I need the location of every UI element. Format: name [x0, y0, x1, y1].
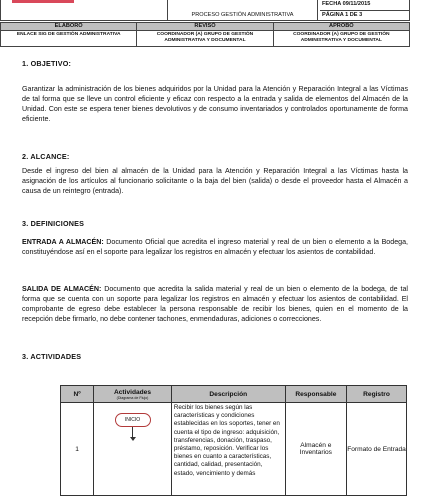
flow-start-node: INICIO: [115, 413, 151, 427]
flowchart-cell: [94, 403, 172, 496]
definition-body: Documento que acredita la salida material y real de un bien o elemento de la bodega, de tal forma que se cuenta con un soporte para legalizar los registros en almacén y efectuar los asientos de contabilidad. El comprobante de egreso debe establecer la persona responsable de recibir los bienes, quien en el momento de la recepción debe firmarlo, no debe contener tachones, enmendaduras, adiciones o correcciones.: [22, 285, 408, 323]
role-title: APROBÓ: [274, 23, 409, 31]
header-actividades-label: Actividades: [114, 388, 152, 396]
document-date: FECHA 09/11/2015: [320, 0, 410, 11]
process-name: PROCESO GESTIÓN ADMINISTRATIVA: [168, 0, 318, 21]
header-meta: [320, 0, 410, 21]
role-aprobo: [274, 23, 409, 46]
definition-entrada: [22, 237, 408, 257]
header-descripcion: Descripción: [171, 386, 285, 403]
alcance-text: Desde el ingreso del bien al almacén de la Unidad para la Atención y Reparación Integral a las Víctimas hasta la asignación de los artículos al funcionario solicitante o la baja del bien (salida) o desde el proveedor hasta el Almacén a causa de un reintegro (entrada).: [22, 167, 408, 195]
activities-table: [60, 385, 407, 496]
section-title-definiciones: 3. DEFINICIONES: [22, 219, 85, 228]
table-row: [61, 403, 407, 496]
approval-table: [0, 22, 410, 47]
role-reviso: [137, 23, 273, 46]
header-actividades: [94, 386, 172, 403]
header-registro: Registro: [347, 386, 407, 403]
logo-cell: [0, 0, 168, 21]
role-elaboro: [1, 23, 137, 46]
section-title-actividades: 3. ACTIVIDADES: [22, 352, 82, 361]
row-responsable: Almacén e Inventarios: [285, 403, 346, 496]
arrow-down-icon: [130, 437, 136, 441]
section-title-alcance: 2. ALCANCE:: [22, 152, 70, 161]
role-title: ELABORÓ: [1, 23, 136, 31]
role-title: REVISÓ: [137, 23, 272, 31]
role-value: COORDINADOR (A) GRUPO DE GESTIÓN ADMINISTRATIVA Y DOCUMENTAL: [293, 32, 390, 43]
role-value: COORDINADOR (A) GRUPO DE GESTIÓN ADMINISTRATIVA Y DOCUMENTAL: [156, 32, 254, 43]
table-header-row: [61, 386, 407, 403]
page-number: PÁGINA 1 DE 3: [322, 12, 363, 18]
header-actividades-sub: (Diagrama de Flujo): [116, 395, 149, 400]
definition-term: ENTRADA A ALMACÉN:: [22, 238, 104, 246]
row-descripcion: Recibir los bienes según las características y condiciones establecidas en los soportes, tener en cuenta el tipo de ingreso: adquisición, transferencias, donación, traspaso, préstamo, reposición. Verificar los bienes en cuanto a características, cantidad, calidad, presentación, estado, vencimiento y demás: [171, 403, 285, 496]
role-value: ENLACE SIG DE GESTIÓN ADMINISTRATIVA: [16, 32, 121, 37]
definition-salida: [22, 284, 408, 324]
definition-body: Documento Oficial que acredita el ingreso material y real de un bien o elemento a la Bodega, constituyéndose así en el soporte para legalizar los registros en almacén y efectuar los asientos de contabilidad.: [22, 238, 408, 256]
objetivo-text: Garantizar la administración de los bienes adquiridos por la Unidad para la Atención y Reparación Integral a las Víctimas de tal forma que se lleve un control eficiente y eficaz con respecto a la entrada y salida de elementos del Almacén de la Unidad. Con este se espera tener bienes devolutivos y de consumo inventariados y controlados oportunamente de forma eficiente.: [22, 85, 408, 123]
flow-connector: [132, 427, 133, 437]
header-number: Nº: [61, 386, 94, 403]
header-responsable: Responsable: [285, 386, 346, 403]
logo-accent-bar: [12, 0, 74, 3]
section-title-objetivo: 1. OBJETIVO:: [22, 59, 72, 68]
row-registro: Formato de Entrada: [347, 403, 407, 496]
definition-term: SALIDA DE ALMACÉN:: [22, 285, 102, 293]
row-number: 1: [61, 403, 94, 496]
